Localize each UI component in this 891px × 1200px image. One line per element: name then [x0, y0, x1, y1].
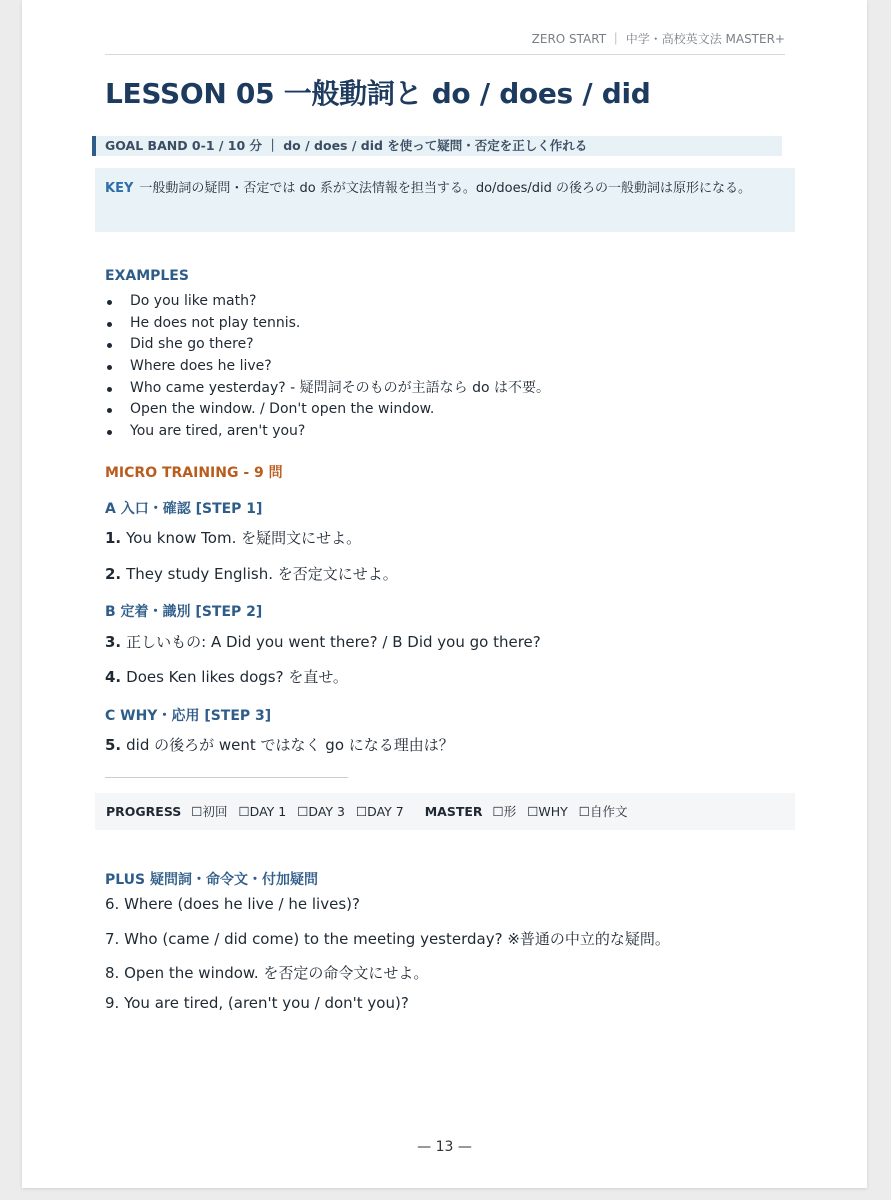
lesson-title: LESSON 05 一般動詞と do / does / did — [105, 77, 651, 110]
step-heading-c: C WHY・応用 [STEP 3] — [105, 708, 272, 724]
example-item: Open the window. / Don't open the window. — [105, 399, 785, 421]
micro-training-heading: MICRO TRAINING - 9 問 — [105, 465, 283, 481]
question-text: You know Tom. を疑問文にせよ。 — [126, 529, 362, 547]
plus-item: 8. Open the window. を否定の命令文にせよ。 — [105, 964, 429, 982]
example-item: Where does he live? — [105, 356, 785, 378]
examples-heading: EXAMPLES — [105, 268, 189, 284]
question-number: 2. — [105, 565, 122, 583]
progress-checkbox[interactable]: ☐DAY 1 — [238, 804, 287, 819]
example-item: Do you like math? — [105, 291, 785, 313]
question-item — [105, 527, 361, 548]
master-checkbox[interactable]: ☐自作文 — [578, 804, 628, 819]
question-text: They study English. を否定文にせよ。 — [126, 565, 398, 583]
running-header: ZERO START ｜ 中学・高校英文法 MASTER+ — [105, 30, 785, 55]
progress-label: PROGRESS — [106, 804, 182, 819]
question-number: 5. — [105, 736, 122, 754]
progress-tracker — [95, 793, 795, 830]
question-text: Does Ken likes dogs? を直せ。 — [126, 668, 348, 686]
master-checkbox[interactable]: ☐形 — [492, 804, 517, 819]
question-number: 3. — [105, 633, 122, 651]
question-number: 1. — [105, 529, 122, 547]
progress-checkbox[interactable]: ☐DAY 3 — [297, 804, 345, 819]
master-checkbox[interactable]: ☐WHY — [527, 804, 568, 819]
example-item: He does not play tennis. — [105, 313, 785, 335]
plus-item: 7. Who (came / did come) to the meeting yesterday? ※普通の中立的な疑問。 — [105, 930, 670, 948]
question-number: 4. — [105, 668, 122, 686]
question-item — [105, 631, 541, 652]
question-text: did の後ろが went ではなく go になる理由は？ — [126, 736, 454, 754]
progress-checkbox[interactable]: ☐DAY 7 — [355, 804, 404, 819]
plus-item: 6. Where (does he live / he lives)? — [105, 895, 360, 913]
example-item: Did she go there? — [105, 334, 785, 356]
example-item: You are tired, aren't you? — [105, 421, 785, 443]
divider — [105, 777, 348, 778]
question-text: 正しいもの: A Did you went there? / B Did you go there? — [126, 633, 541, 651]
step-heading-b: B 定着・識別 [STEP 2] — [105, 604, 263, 620]
page-number: — 13 — — [417, 1139, 472, 1155]
question-item — [105, 734, 454, 755]
key-text: 一般動詞の疑問・否定では do 系が文法情報を担当する。do/does/did の後ろの一般動詞は原形になる。 — [139, 181, 752, 196]
examples-list — [105, 291, 785, 443]
key-label: KEY — [105, 181, 134, 196]
question-item — [105, 666, 348, 687]
key-box — [95, 168, 795, 232]
step-heading-a: A 入口・確認 [STEP 1] — [105, 501, 263, 517]
plus-item: 9. You are tired, (aren't you / don't you)? — [105, 994, 409, 1012]
progress-checkbox[interactable]: ☐初回 — [191, 804, 228, 819]
question-item — [105, 563, 398, 584]
example-item: Who came yesterday? - 疑問詞そのものが主語なら do は不要。 — [105, 378, 785, 400]
goal-banner: GOAL BAND 0-1 / 10 分 ｜ do / does / did を使って疑問・否定を正しく作れる — [92, 136, 782, 156]
document-page — [22, 0, 867, 1188]
master-label: MASTER — [424, 804, 483, 819]
plus-heading: PLUS 疑問詞・命令文・付加疑問 — [105, 872, 319, 888]
